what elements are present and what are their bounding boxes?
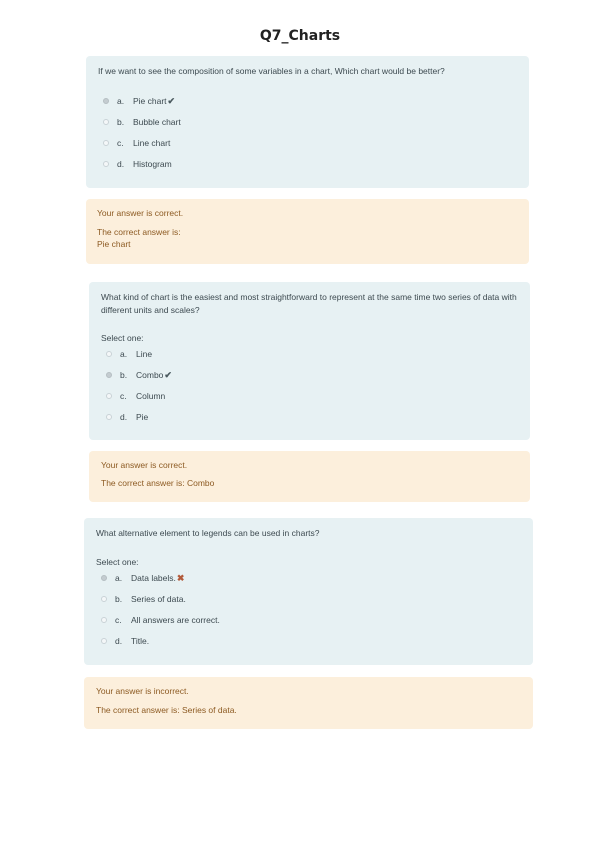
question-1-option-d[interactable]: [103, 158, 172, 170]
option-label: Combo: [136, 370, 164, 380]
question-2-text: What kind of chart is the easiest and most straightforward to represent at the same time two series of data with different units and scales?: [101, 292, 517, 315]
question-3-text: What alternative element to legends can be used in charts?: [96, 528, 320, 538]
radio-button[interactable]: [106, 393, 112, 399]
question-3-option-a[interactable]: [101, 572, 184, 584]
question-1-option-b[interactable]: [103, 116, 181, 128]
feedback-3-status: Your answer is incorrect.: [96, 686, 189, 696]
option-label: Column: [136, 391, 166, 401]
check-icon: ✔: [167, 95, 176, 106]
cross-icon: ✖: [176, 572, 185, 583]
option-label: Title.: [131, 636, 150, 646]
feedback-1-status: Your answer is correct.: [97, 208, 184, 218]
feedback-3-box: [84, 677, 533, 729]
radio-button[interactable]: [103, 98, 109, 104]
option-label: All answers are correct.: [131, 615, 220, 625]
option-letter: d.: [115, 636, 123, 646]
question-1-option-a[interactable]: [103, 95, 175, 107]
radio-button[interactable]: [101, 596, 107, 602]
radio-button[interactable]: [106, 351, 112, 357]
question-2-option-d[interactable]: [106, 411, 148, 423]
feedback-1-correct-value: Pie chart: [97, 239, 131, 249]
option-label: Line chart: [133, 138, 171, 148]
radio-button[interactable]: [101, 638, 107, 644]
question-2-option-a[interactable]: [106, 348, 152, 360]
radio-button[interactable]: [103, 140, 109, 146]
question-2-option-b[interactable]: [106, 369, 172, 381]
feedback-2-correct-answer: The correct answer is: Combo: [101, 478, 215, 488]
option-letter: c.: [115, 615, 122, 625]
question-3-option-d[interactable]: [101, 635, 149, 647]
option-label: Pie: [136, 412, 149, 422]
option-label: Bubble chart: [133, 117, 181, 127]
option-label: Series of data.: [131, 594, 186, 604]
question-1-text: If we want to see the composition of some variables in a chart, Which chart would be better?: [98, 66, 445, 76]
option-label: Data labels.: [131, 573, 176, 583]
option-letter: b.: [115, 594, 123, 604]
radio-button[interactable]: [103, 119, 109, 125]
option-label: Pie chart: [133, 96, 167, 106]
feedback-3-correct-answer: The correct answer is: Series of data.: [96, 705, 237, 715]
radio-button[interactable]: [101, 617, 107, 623]
feedback-1-correct-label: The correct answer is:: [97, 227, 181, 237]
option-letter: b.: [120, 370, 128, 380]
question-3-box: [84, 518, 533, 665]
question-3-option-c[interactable]: [101, 614, 220, 626]
radio-button[interactable]: [101, 575, 107, 581]
radio-button[interactable]: [103, 161, 109, 167]
question-2-option-c[interactable]: [106, 390, 165, 402]
check-icon: ✔: [164, 369, 172, 380]
option-label: Histogram: [133, 159, 172, 169]
select-one-label: Select one:: [96, 557, 139, 567]
option-letter: b.: [117, 117, 125, 127]
feedback-2-box: [89, 451, 530, 502]
question-3-option-b[interactable]: [101, 593, 186, 605]
select-one-label: Select one:: [101, 333, 144, 343]
page-title: Q7_Charts: [259, 28, 341, 44]
option-letter: c.: [120, 391, 127, 401]
option-letter: a.: [115, 573, 123, 583]
feedback-1-box: [86, 199, 529, 264]
option-label: Line: [136, 349, 153, 359]
feedback-2-status: Your answer is correct.: [101, 460, 188, 470]
option-letter: c.: [117, 138, 124, 148]
option-letter: d.: [120, 412, 128, 422]
question-1-box: [86, 56, 529, 188]
radio-button[interactable]: [106, 414, 112, 420]
option-letter: a.: [120, 349, 128, 359]
question-2-box: [89, 282, 530, 440]
option-letter: d.: [117, 159, 125, 169]
option-letter: a.: [117, 96, 125, 106]
question-1-option-c[interactable]: [103, 137, 170, 149]
radio-button[interactable]: [106, 372, 112, 378]
